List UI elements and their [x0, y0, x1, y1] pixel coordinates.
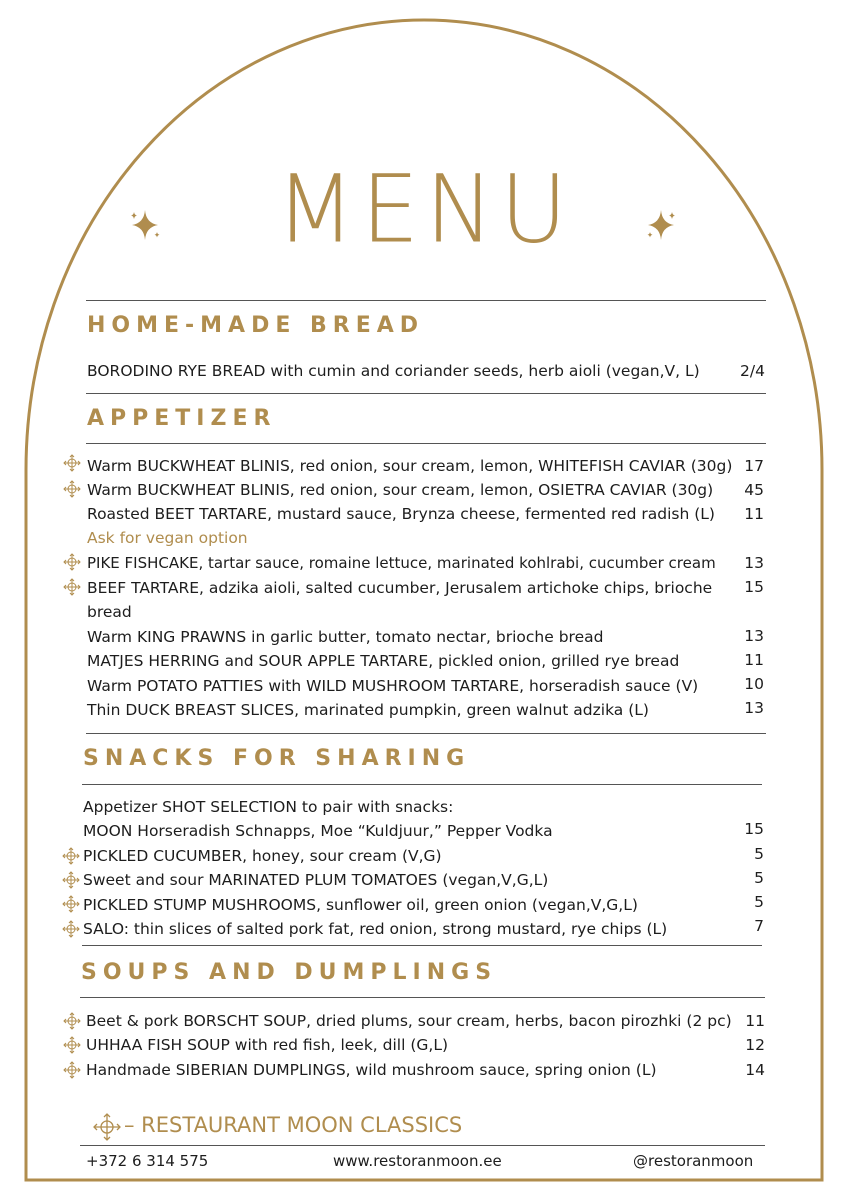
menu-item: Roasted BEET TARTARE, mustard sauce, Brynza cheese, fermented red radish (L): [87, 505, 715, 523]
menu-item: SALO: thin slices of salted pork fat, red onion, strong mustard, rye chips (L): [83, 920, 668, 938]
menu-item: MOON Horseradish Schnapps, Moe “Kuldjuur,” Pepper Vodka: [83, 822, 553, 840]
menu-item: BORODINO RYE BREAD with cumin and coriander seeds, herb aioli (vegan,V, L): [87, 362, 700, 380]
divider: [82, 945, 762, 946]
classic-dish-icon: [92, 1112, 122, 1142]
section-heading-soups: SOUPS AND DUMPLINGS: [81, 960, 498, 985]
classic-dish-icon: [63, 1036, 81, 1054]
classic-dish-icon: [63, 454, 81, 472]
menu-item: Thin DUCK BREAST SLICES, marinated pumpkin, green walnut adzika (L): [87, 701, 649, 719]
footer-social-link[interactable]: @restoranmoon: [633, 1152, 754, 1170]
menu-price: 13: [744, 699, 764, 717]
classic-dish-icon: [62, 920, 80, 938]
menu-item: Warm POTATO PATTIES with WILD MUSHROOM TARTARE, horseradish sauce (V): [87, 677, 699, 695]
divider: [86, 443, 766, 444]
menu-item: Warm BUCKWHEAT BLINIS, red onion, sour cream, lemon, OSIETRA CAVIAR (30g): [87, 481, 714, 499]
menu-price: 13: [744, 627, 764, 645]
divider: [82, 784, 762, 785]
menu-item: PIKE FISHCAKE, tartar sauce, romaine lettuce, marinated kohlrabi, cucumber cream: [87, 554, 716, 572]
menu-item: Beet & pork BORSCHT SOUP, dried plums, sour cream, herbs, bacon pirozhki (2 pc): [86, 1012, 732, 1030]
classic-dish-icon: [62, 895, 80, 913]
menu-item: BEEF TARTARE, adzika aioli, salted cucumber, Jerusalem artichoke chips, brioche bread: [87, 579, 713, 621]
divider: [86, 393, 766, 394]
menu-price: 45: [744, 481, 764, 499]
menu-price: 15: [744, 578, 764, 596]
menu-item: PICKLED CUCUMBER, honey, sour cream (V,G): [83, 847, 442, 865]
classic-dish-icon: [62, 847, 80, 865]
menu-item: UHHAA FISH SOUP with red fish, leek, dill (G,L): [86, 1036, 449, 1054]
divider: [86, 733, 766, 734]
menu-item: Warm BUCKWHEAT BLINIS, red onion, sour cream, lemon, WHITEFISH CAVIAR (30g): [87, 457, 733, 475]
menu-price: 7: [754, 917, 764, 935]
classic-dish-icon: [63, 553, 81, 571]
menu-item: Handmade SIBERIAN DUMPLINGS, wild mushroom sauce, spring onion (L): [86, 1061, 657, 1079]
section-heading-snacks: SNACKS FOR SHARING: [83, 746, 471, 771]
snacks-intro: Appetizer SHOT SELECTION to pair with snacks:: [83, 798, 454, 816]
menu-price: 2/4: [740, 362, 765, 380]
classic-dish-icon: [62, 871, 80, 889]
sparkle-icon: [128, 208, 162, 242]
divider: [86, 300, 766, 301]
menu-price: 11: [744, 505, 764, 523]
classics-legend: – RESTAURANT MOON CLASSICS: [124, 1113, 463, 1137]
section-heading-appetizer: APPETIZER: [87, 406, 277, 431]
menu-price: 5: [754, 869, 764, 887]
section-heading-bread: HOME-MADE BREAD: [87, 313, 425, 338]
menu-item: MATJES HERRING and SOUR APPLE TARTARE, pickled onion, grilled rye bread: [87, 652, 680, 670]
menu-price: 15: [744, 820, 764, 838]
footer-phone: +372 6 314 575: [86, 1152, 209, 1170]
menu-price: 14: [745, 1061, 765, 1079]
divider: [80, 997, 765, 998]
menu-price: 11: [745, 1012, 765, 1030]
classic-dish-icon: [63, 578, 81, 596]
menu-price: 5: [754, 845, 764, 863]
divider: [80, 1145, 765, 1146]
menu-item: Sweet and sour MARINATED PLUM TOMATOES (vegan,V,G,L): [83, 871, 549, 889]
menu-price: 13: [744, 554, 764, 572]
menu-price: 17: [744, 457, 764, 475]
menu-price: 12: [745, 1036, 765, 1054]
sparkle-icon: [644, 208, 678, 242]
classic-dish-icon: [63, 1061, 81, 1079]
menu-item: PICKLED STUMP MUSHROOMS, sunflower oil, green onion (vegan,V,G,L): [83, 896, 638, 914]
menu-price: 5: [754, 893, 764, 911]
menu-item: Warm KING PRAWNS in garlic butter, tomato nectar, brioche bread: [87, 628, 604, 646]
classic-dish-icon: [63, 480, 81, 498]
menu-price: 11: [744, 651, 764, 669]
vegan-option-note: Ask for vegan option: [87, 529, 248, 547]
menu-title: MENU: [275, 154, 574, 265]
footer-website-link[interactable]: www.restoranmoon.ee: [333, 1152, 502, 1170]
classic-dish-icon: [63, 1012, 81, 1030]
menu-price: 10: [744, 675, 764, 693]
